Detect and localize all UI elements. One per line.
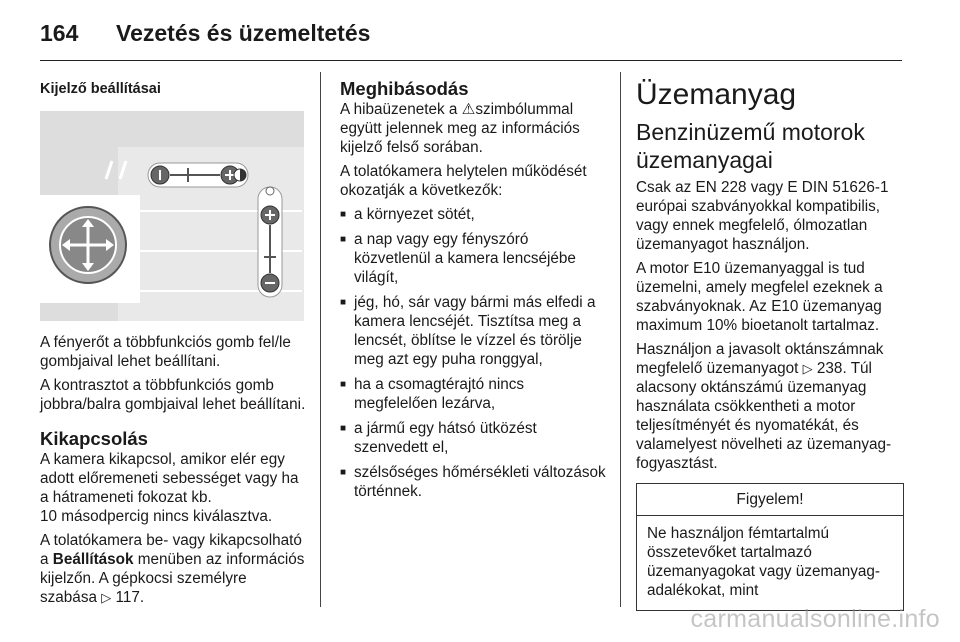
switch-off-text-2: 10 másodpercig nincs kiválasztva. bbox=[40, 508, 273, 525]
fault-text-before: A hibaüzenetek a bbox=[340, 101, 462, 118]
settings-text-before: A tolatókamera be- vagy kikapcsolható a bbox=[40, 532, 302, 568]
page-header bbox=[40, 18, 920, 58]
brightness-text: A fényerőt a többfunkciós gomb fel/le gombjaival lehet beállítani. bbox=[40, 334, 291, 370]
column-2 bbox=[340, 72, 608, 507]
display-adjust-illustration bbox=[40, 111, 304, 321]
petrol-subtitle: Benzinüzemű motorok üzemanyagai bbox=[636, 119, 865, 173]
fault-text-after: szimbólummal együtt jelennek meg az információs kijelző felső sorában. bbox=[340, 101, 580, 156]
column-1 bbox=[40, 72, 306, 612]
column-divider bbox=[620, 72, 621, 607]
e10-text: A motor E10 üzemanyaggal is tud üzemelni, amely megfelel ezeknek a szabványoknak. Az E10 üzemanyag maximum 10% bioetanolt tartalmaz. bbox=[636, 260, 883, 334]
settings-menu-text bbox=[40, 531, 306, 607]
display-illustration-svg bbox=[40, 111, 304, 321]
fault-message-text bbox=[340, 100, 608, 157]
warning-triangle-icon: ⚠ bbox=[461, 101, 476, 118]
list-item: ■ a nap vagy egy fényszóró közvetlenül a kamera lencséjébe világít, bbox=[340, 230, 608, 287]
warning-title: Figyelem! bbox=[637, 484, 903, 516]
section-subheading: Kijelző beállításai bbox=[40, 81, 161, 97]
page-ref-arrow-icon: ▷ bbox=[101, 590, 112, 605]
octane-text bbox=[636, 340, 904, 473]
page-ref-arrow-icon: ▷ bbox=[802, 361, 813, 376]
page-ref-link[interactable]: 117. bbox=[115, 589, 145, 606]
warning-body: Ne használjon fémtartalmú összetevőket tartalmazó üzemanyagokat vagy üzemanyag-adalékokat, mint bbox=[647, 525, 880, 599]
list-item: ■ szélsőséges hőmérsékleti változások történnek. bbox=[340, 463, 608, 501]
octane-text-after: Túl alacsony oktánszámú üzemanyag használata csökkentheti a motor teljesítményét és nyomatékát, és valamelyest növelheti az üzemanyag-fogyasztást. bbox=[636, 360, 892, 472]
warning-box bbox=[636, 483, 904, 611]
list-item: ■ jég, hó, sár vagy bármi más elfedi a kamera lencséjét. Tisztítsa meg a lencsét, öblítse le vízzel és törölje meg azt egy puha ronggyal, bbox=[340, 293, 608, 369]
settings-text-after: menüben az információs kijelzőn. A gépkocsi személyre szabása bbox=[40, 551, 305, 606]
octane-text-before: Használjon a javasolt oktánszámnak megfelelő üzemanyagot bbox=[636, 341, 884, 377]
list-item: ■ a környezet sötét, bbox=[340, 205, 608, 224]
page-ref-link[interactable]: 238. bbox=[816, 360, 847, 377]
column-3 bbox=[636, 72, 904, 611]
watermark: carmanualsonline.info bbox=[690, 605, 940, 633]
fuel-title: Üzemanyag bbox=[636, 78, 797, 111]
settings-keyword: Beállítások bbox=[52, 551, 134, 568]
contrast-text: A kontrasztot a többfunkciós gomb jobbra/balra gombjaival lehet beállítani. bbox=[40, 377, 306, 413]
list-item: ■ a jármű egy hátsó ütközést szenvedett el, bbox=[340, 419, 608, 457]
column-divider bbox=[320, 72, 321, 607]
fuel-standard-text: Csak az EN 228 vagy E DIN 51626-1 európai szabványokkal kompatibilis, vagy ennek megfelelő, ólmozatlan üzemanyagot használjon. bbox=[636, 179, 889, 253]
switch-off-heading: Kikapcsolás bbox=[40, 428, 148, 449]
chapter-title: Vezetés és üzemeltetés bbox=[116, 20, 371, 46]
fault-causes-list bbox=[340, 205, 608, 501]
fault-heading: Meghibásodás bbox=[340, 78, 469, 99]
fault-causes-intro: A tolatókamera helytelen működését okozatják a következők: bbox=[340, 163, 587, 199]
list-item: ■ ha a csomagtérajtó nincs megfelelően lezárva, bbox=[340, 375, 608, 413]
switch-off-text-1: A kamera kikapcsol, amikor elér egy adott előremeneti sebességet vagy ha a hátrameneti fokozat kb. bbox=[40, 451, 299, 506]
header-rule bbox=[40, 60, 902, 61]
page-number: 164 bbox=[40, 20, 79, 46]
